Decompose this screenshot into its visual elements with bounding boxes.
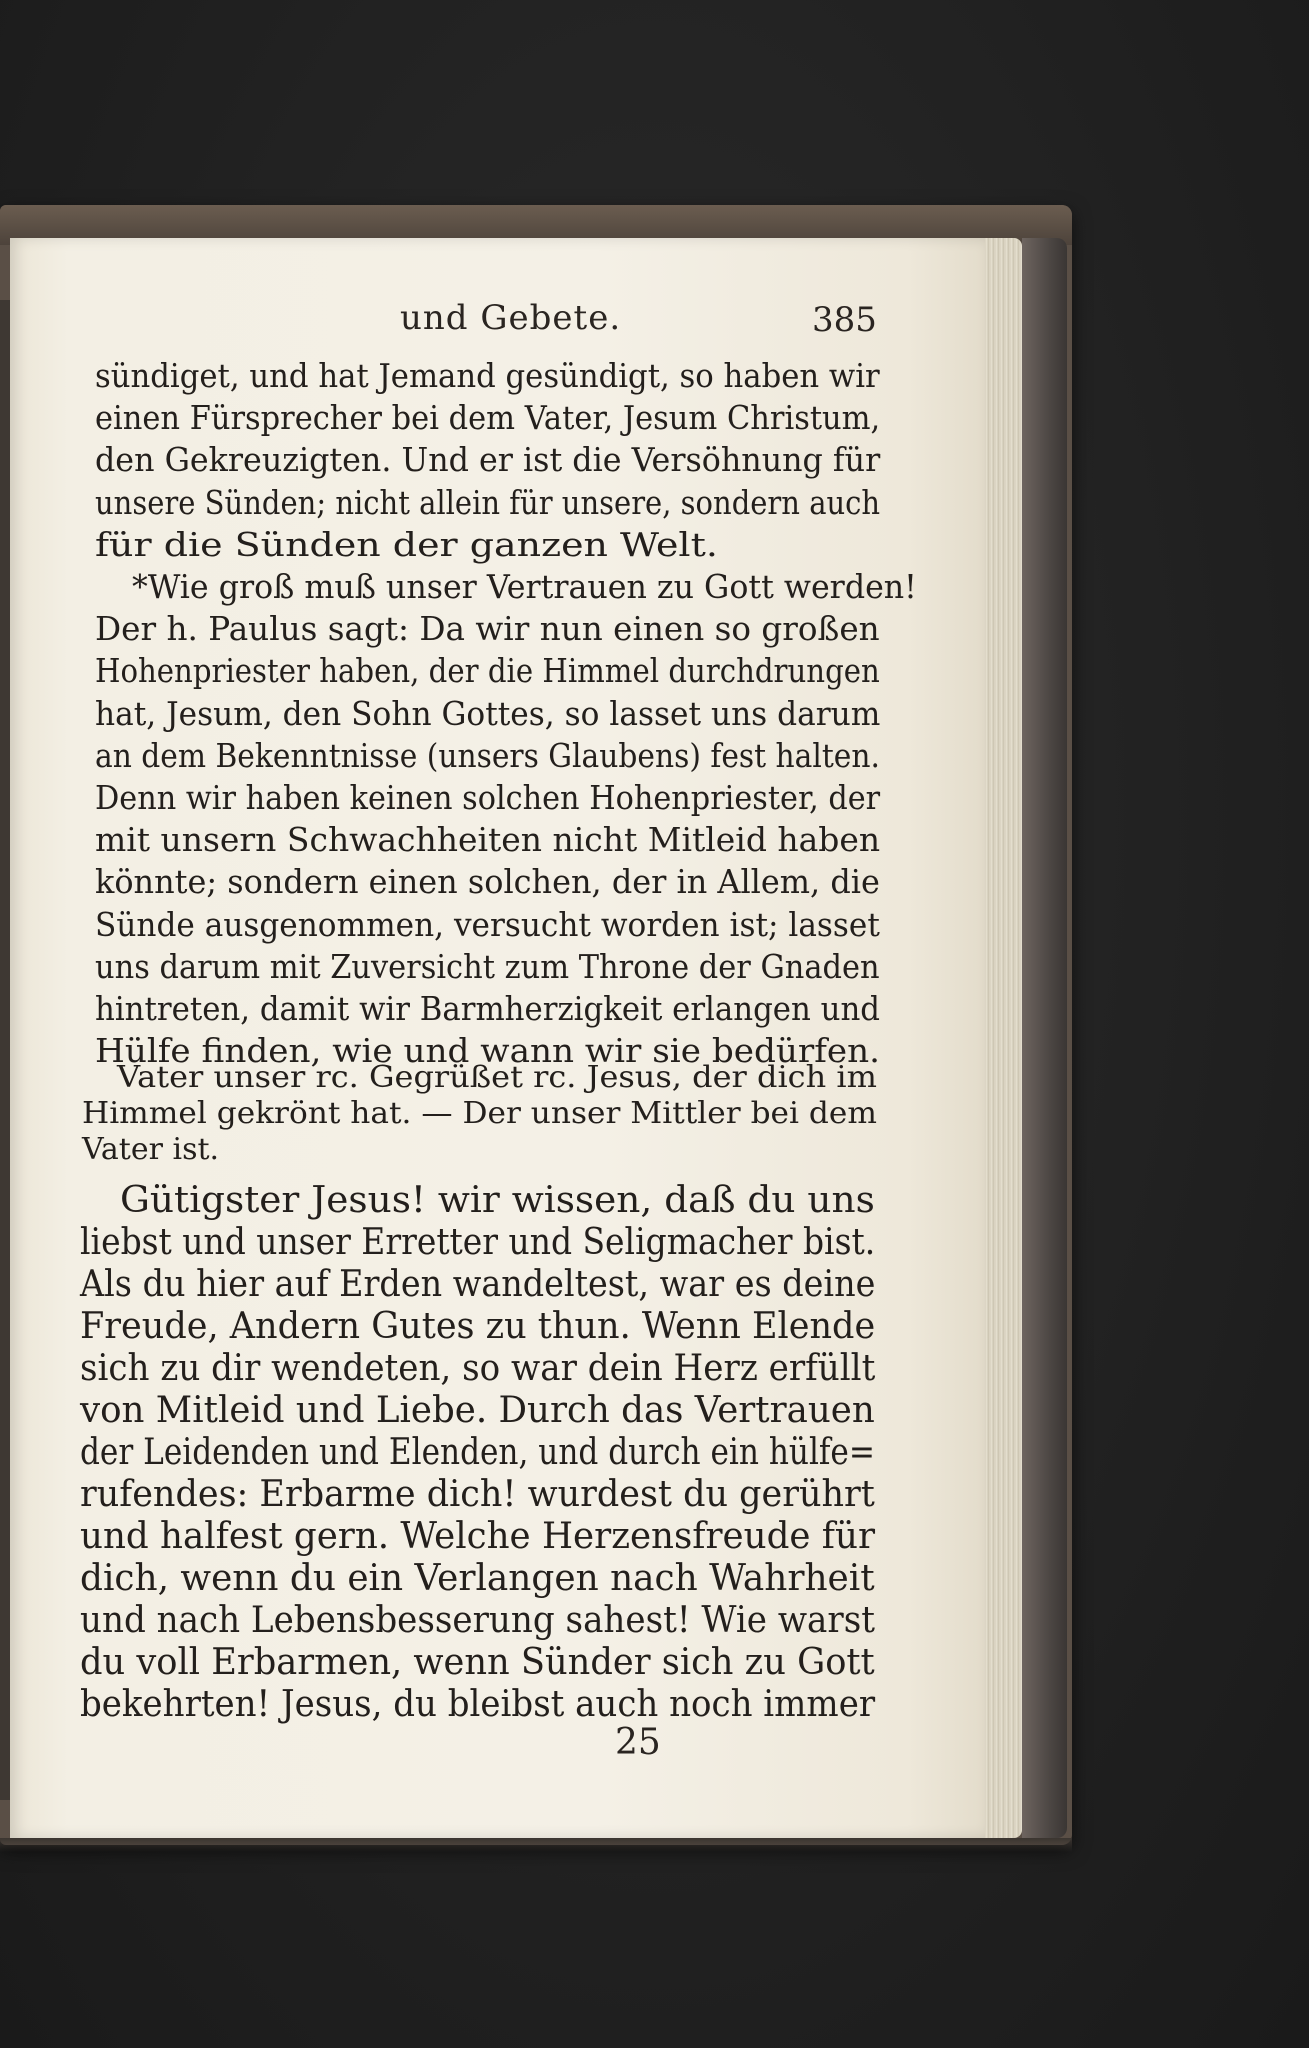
page-bottom-shadow <box>0 1838 1072 1852</box>
prayer-line-3: Als du hier auf Erden wandeltest, war es deine <box>80 1264 876 1305</box>
body-line-17: Hülfe finden, wie und wann wir sie bedürfen. <box>95 1031 880 1071</box>
body-line-13: könnte; sondern einen solchen, der in Allem, die <box>95 862 880 902</box>
prayer-line-11: und nach Lebensbesserung sahest! Wie warst <box>80 1600 875 1641</box>
prayer-line-6: von Mitleid und Liebe. Durch das Vertrauen <box>80 1390 875 1431</box>
body-line-15: uns darum mit Zuversicht zum Throne der Gnaden <box>95 946 880 986</box>
body-line-8: Hohenpriester haben, der die Himmel durchdrungen <box>95 651 880 691</box>
prayer-line-10: dich, wenn du ein Verlangen nach Wahrheit <box>80 1558 875 1599</box>
rubric-line-1: Vater unser rc. Gegrüßet rc. Jesus, der dich im <box>117 1060 877 1095</box>
prayer-line-4: Freude, Andern Gutes zu thun. Wenn Elende <box>80 1306 876 1347</box>
body-line-7: Der h. Paulus sagt: Da wir nun einen so großen <box>95 609 880 649</box>
body-line-3: den Gekreuzigten. Und er ist die Versöhnung für <box>95 440 881 480</box>
prayer-line-5: sich zu dir wendeten, so war dein Herz erfüllt <box>80 1348 876 1389</box>
prayer-line-13: bekehrten! Jesus, du bleibst auch noch immer <box>80 1684 876 1725</box>
prayer-line-8: rufendes: Erbarme dich! wurdest du gerührt <box>80 1474 875 1515</box>
prayer-line-2: liebst und unser Erretter und Seligmacher bist. <box>80 1222 876 1263</box>
prayer-line-12: du voll Erbarmen, wenn Sünder sich zu Gott <box>80 1642 875 1683</box>
body-line-14: Sünde ausgenommen, versucht worden ist; lasset <box>95 904 880 944</box>
page-number: 385 <box>812 300 877 340</box>
running-header: und Gebete. <box>400 298 622 338</box>
prayer-line-7: der Leidenden und Elenden, und durch ein hülfe= <box>80 1432 875 1473</box>
prayer-line-9: und halfest gern. Welche Herzensfreude für <box>80 1516 876 1557</box>
body-line-6: *Wie groß muß unser Vertrauen zu Gott werden! <box>132 567 917 606</box>
body-line-12: mit unsern Schwachheiten nicht Mitleid haben <box>95 820 881 860</box>
body-line-1: sündiget, und hat Jemand gesündigt, so haben wir <box>95 356 880 395</box>
body-line-11: Denn wir haben keinen solchen Hohenpriester, der <box>95 778 881 817</box>
body-line-2: einen Fürsprecher bei dem Vater, Jesum Christum, <box>95 398 881 438</box>
body-line-9: hat, Jesum, den Sohn Gottes, so lasset uns darum <box>95 693 881 733</box>
rubric-line-2: Himmel gekrönt hat. — Der unser Mittler bei dem <box>82 1096 877 1131</box>
body-line-10: an dem Bekenntnisse (unsers Glaubens) fest halten. <box>95 735 880 775</box>
body-line-16: hintreten, damit wir Barmherzigkeit erlangen und <box>95 989 881 1028</box>
rubric-line-3: Vater ist. <box>82 1132 220 1167</box>
prayer-line-1: Gütigster Jesus! wir wissen, daß du uns <box>120 1180 875 1221</box>
body-line-4: unsere Sünden; nicht allein für unsere, sondern auch <box>95 482 881 522</box>
body-line-5: für die Sünden der ganzen Welt. <box>95 524 718 564</box>
book-back-cover <box>1022 238 1067 1838</box>
signature-mark: 25 <box>615 1722 661 1763</box>
